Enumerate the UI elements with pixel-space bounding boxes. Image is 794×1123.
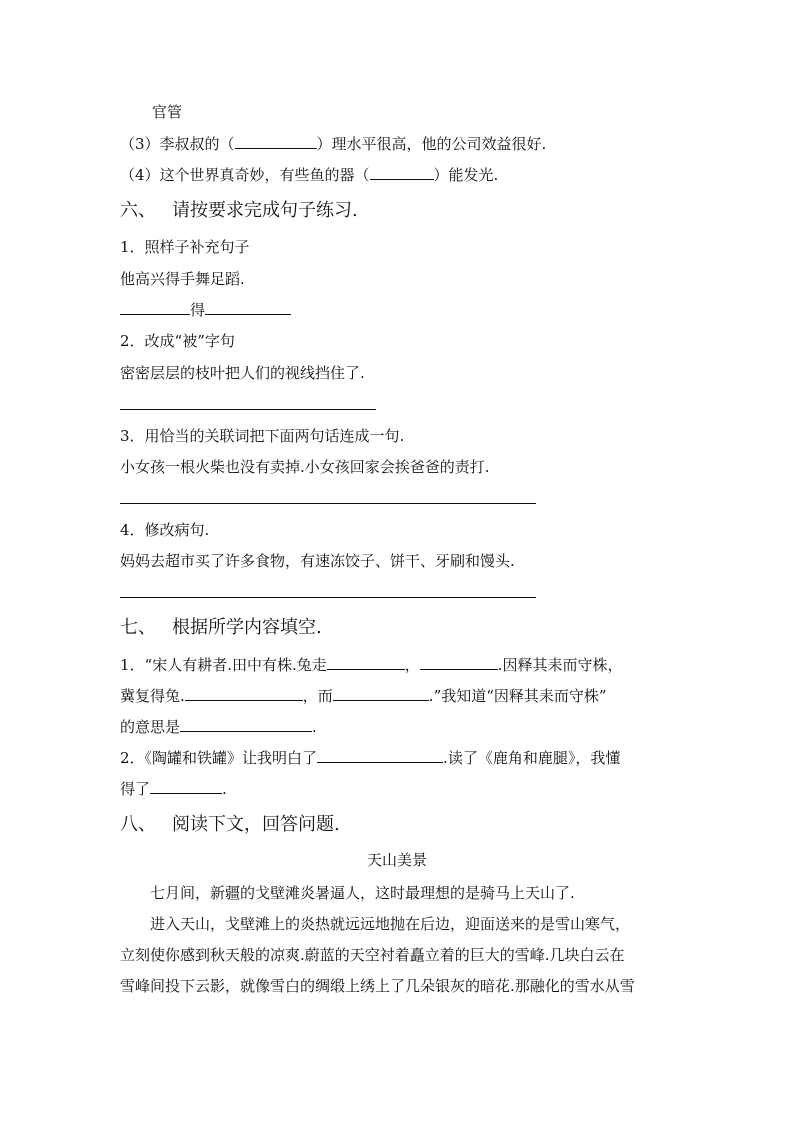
- q5-item-3: [120, 134, 546, 154]
- section-7-heading: [120, 616, 322, 640]
- q1-mid-char: 得: [190, 301, 206, 319]
- section-6-heading: [120, 199, 358, 223]
- s7-q2-blank-2[interactable]: [150, 779, 222, 794]
- passage-paragraph-2-line-2: 立刻使你感到秋天般的凉爽.蔚蓝的天空衬着矗立着的巨大的雪峰.几块白云在: [120, 946, 625, 964]
- s7-q1-blank-3[interactable]: [185, 686, 303, 701]
- s6-q1-label: 1．照样子补充句子: [120, 238, 250, 256]
- s6-q2-sentence: 密密层层的枝叶把人们的视线挡住了.: [120, 364, 365, 382]
- section-6-title: 请按要求完成句子练习.: [172, 200, 358, 221]
- s7-q1-blank-4[interactable]: [333, 686, 429, 701]
- s7-q1-text-f: .”我知道“因释其耒而守株”: [428, 687, 607, 705]
- s7-q1-blank-2[interactable]: [420, 655, 498, 670]
- passage-paragraph-2-line-3: 雪峰间投下云影，就像雪白的绸缎上绣上了几朵银灰的暗花.那融化的雪水从雪: [120, 977, 635, 995]
- q5-item-4: [120, 165, 498, 185]
- section-7-number: 七、: [120, 617, 156, 638]
- s7-q1-line3: [120, 717, 317, 737]
- s7-q1-text-b: ，: [404, 656, 420, 674]
- s7-q1-text-e: ，而: [302, 687, 333, 705]
- section-8-heading: [120, 813, 340, 837]
- s7-q2-line2: [120, 779, 227, 799]
- item3-blank[interactable]: [235, 134, 317, 149]
- s6-q4-sentence: 妈妈去超市买了许多食物，有速冻饺子、饼干、牙刷和馒头.: [120, 552, 515, 570]
- option-line: 官管: [152, 103, 183, 121]
- section-8-number: 八、: [120, 814, 156, 835]
- s7-q1-text-g: 的意思是: [120, 718, 181, 736]
- item4-suffix: ）能发光.: [433, 166, 499, 184]
- section-7-title: 根据所学内容填空.: [172, 617, 322, 638]
- s7-q2-text-d: .: [222, 780, 227, 798]
- q1-blank-right[interactable]: [205, 300, 291, 315]
- s6-q2-answer-line[interactable]: [120, 409, 376, 410]
- s7-q2-text-a: 2．《陶罐和铁罐》让我明白了: [120, 749, 318, 767]
- s7-q1-text-d: 冀复得兔.: [120, 687, 185, 705]
- s6-q3-answer-line[interactable]: [120, 503, 536, 504]
- s6-q3-sentence: 小女孩一根火柴也没有卖掉.小女孩回家会挨爸爸的责打.: [120, 458, 490, 476]
- s6-q3-label: 3．用恰当的关联词把下面两句话连成一句.: [120, 427, 405, 445]
- s6-q1-answer: [120, 300, 291, 320]
- section-8-title: 阅读下文，回答问题.: [172, 814, 340, 835]
- s7-q2-blank-1[interactable]: [317, 748, 443, 763]
- item4-blank[interactable]: [370, 165, 434, 180]
- s6-q2-label: 2．改成“被”字句: [120, 332, 235, 350]
- s6-q4-label: 4．修改病句.: [120, 521, 210, 539]
- s7-q2-text-c: 得了: [120, 780, 151, 798]
- s7-q1-blank-5[interactable]: [180, 717, 312, 732]
- s7-q1-text-h: .: [312, 718, 317, 736]
- item3-prefix: （3）李叔叔的（: [120, 135, 235, 153]
- item4-prefix: （4）这个世界真奇妙，有些鱼的器（: [120, 166, 370, 184]
- passage-title: 天山美景: [366, 851, 427, 869]
- s7-q2-text-b: .读了《鹿角和鹿腿》，我懂: [443, 749, 621, 767]
- s7-q2-line1: [120, 748, 620, 768]
- s7-q1-line1: [120, 655, 623, 675]
- s6-q1-example: 他高兴得手舞足蹈.: [120, 270, 245, 288]
- s7-q1-text-c: .因释其耒而守株，: [497, 656, 623, 674]
- s7-q1-blank-1[interactable]: [327, 655, 405, 670]
- section-6-number: 六、: [120, 200, 156, 221]
- s7-q1-text-a: 1．“宋人有耕者.田中有株.兔走: [120, 656, 327, 674]
- item3-suffix: ）理水平很高，他的公司效益很好.: [316, 135, 547, 153]
- passage-paragraph-2-line-1: 进入天山，戈壁滩上的炎热就远远地抛在后边，迎面送来的是雪山寒气，: [150, 915, 631, 933]
- passage-paragraph-1: 七月间，新疆的戈壁滩炎暑逼人，这时最理想的是骑马上天山了.: [150, 884, 575, 902]
- s6-q4-answer-line[interactable]: [120, 597, 536, 598]
- q1-blank-left[interactable]: [120, 300, 190, 315]
- s7-q1-line2: [120, 686, 607, 706]
